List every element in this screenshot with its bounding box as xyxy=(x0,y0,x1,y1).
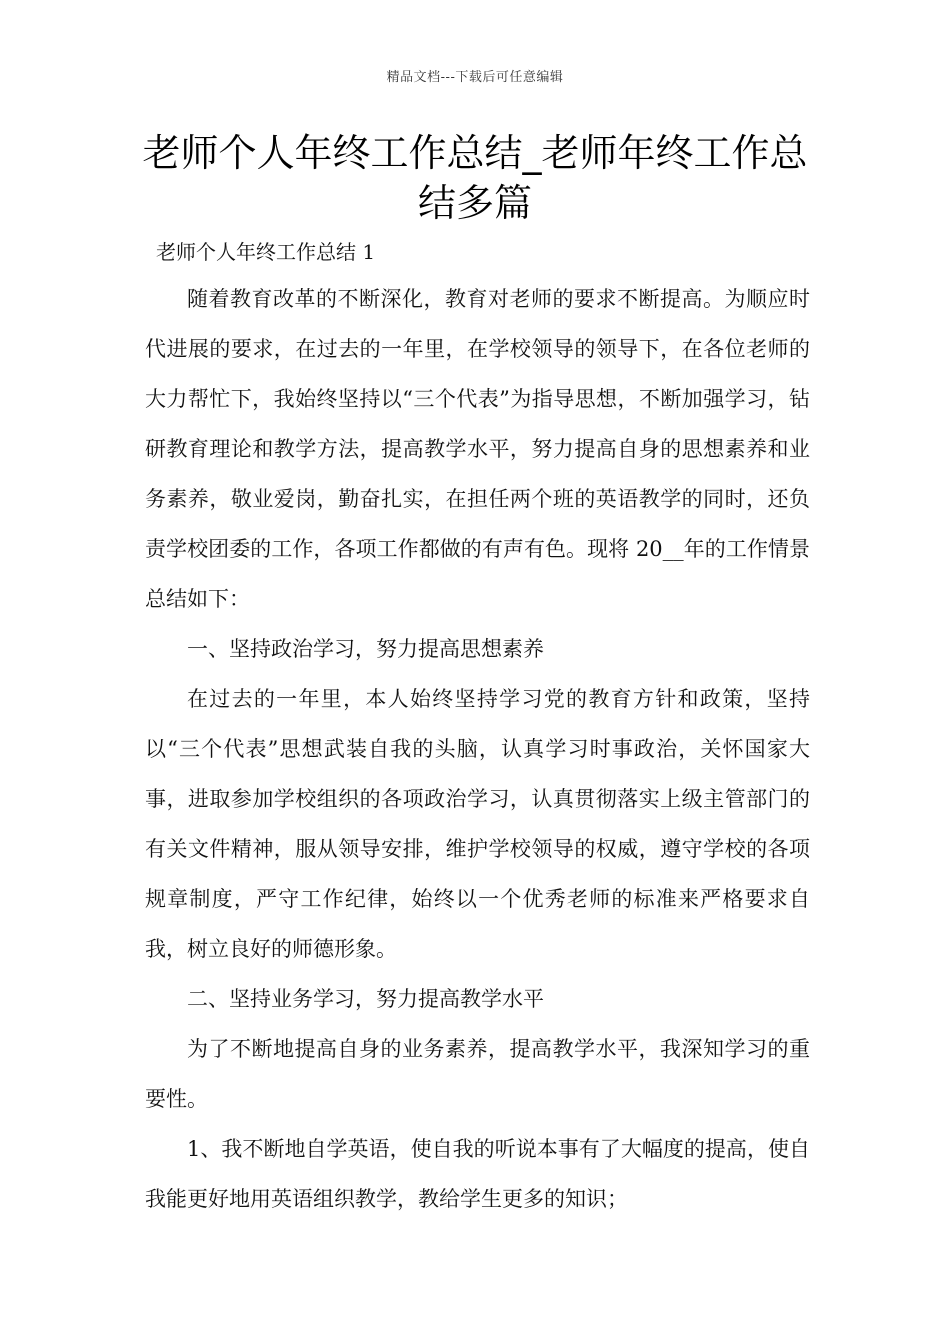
paragraph-intro: 随着教育改革的不断深化，教育对老师的要求不断提高。为顺应时代进展的要求，在过去的一年里，在学校领导的领导下，在各位老师的大力帮忙下，我始终坚持以“三个代表”为指导思想，不断加强学习，钻研教育理论和教学方法，提高教学水平，努力提高自身的思想素养和业务素养，敬业爱岗，勤奋扎实，在担任两个班的英语教学的同时，还负责学校团委的工作，各项工作都做的有声有色。现将 20__年的工作情景总结如下： xyxy=(145,287,810,611)
paragraph-politics: 在过去的一年里，本人始终坚持学习党的教育方针和政策，坚持以“三个代表”思想武装自我的头脑，认真学习时事政治，关怀国家大事，进取参加学校组织的各项政治学习，认真贯彻落实上级主管部门的有关文件精神，服从领导安排，维护学校领导的权威，遵守学校的各项规章制度，严守工作纪律，始终以一个优秀老师的标准来严格要求自我，树立良好的师德形象。 xyxy=(145,687,810,961)
header-note: 精品文档---下载后可任意编辑 xyxy=(386,70,564,85)
document-body xyxy=(145,274,810,1224)
document-title: 老师个人年终工作总结_老师年终工作总结多篇 xyxy=(142,131,808,225)
paragraph-item-1: 1、我不断地自学英语，使自我的听说本事有了大幅度的提高，使自我能更好地用英语组织教学，教给学生更多的知识； xyxy=(145,1137,810,1211)
section-subtitle: 老师个人年终工作总结 1 xyxy=(156,240,376,264)
paragraph-business: 为了不断地提高自身的业务素养，提高教学水平，我深知学习的重要性。 xyxy=(145,1037,810,1111)
section-heading-1: 一、坚持政治学习，努力提高思想素养 xyxy=(187,637,544,661)
section-heading-2: 二、坚持业务学习，努力提高教学水平 xyxy=(187,987,544,1011)
